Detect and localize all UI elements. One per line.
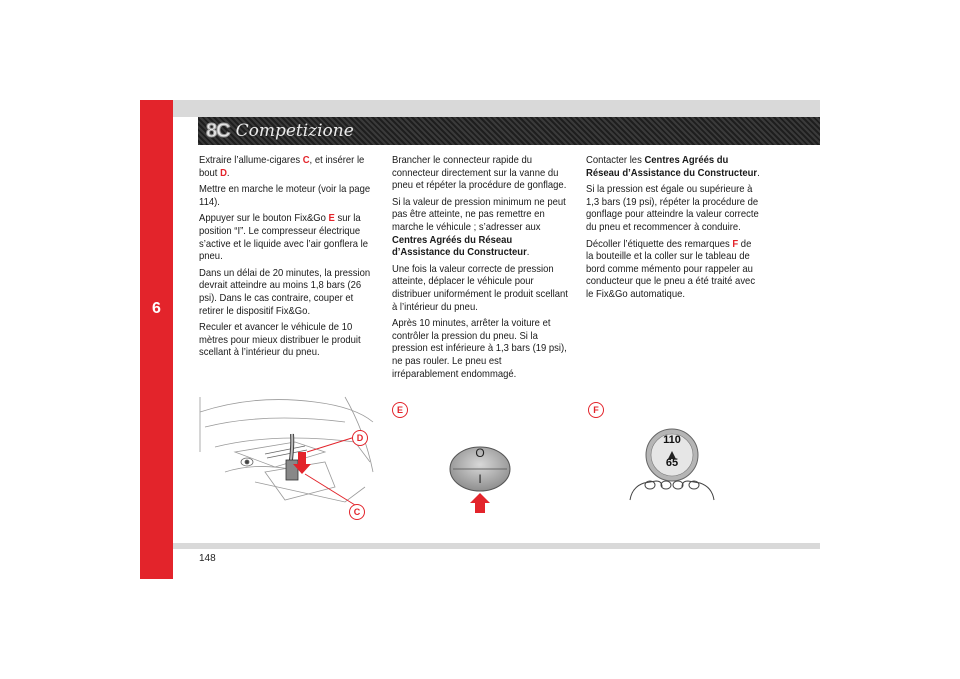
- paragraph: Une fois la valeur correcte de pression atteinte, déplacer le véhicule pour distribuer uniformément le produit scellant à l’intérieur du pneu.: [392, 263, 568, 313]
- paragraph: Si la pression est égale ou supérieure à 1,3 bars (19 psi), répéter la procédure de gonflage pour atteindre la valeur correcte du pneu et recommencer à conduire.: [586, 184, 759, 233]
- paragraph: Appuyer sur le bouton Fix&Go E sur la position “I”. Le compresseur électrique s’active et le liquide avec l’air gonflera le pneu.: [199, 213, 369, 263]
- paragraph: Brancher le connecteur rapide du connecteur directement sur la vanne du pneu et répéter la procédure de gonflage.: [392, 155, 567, 192]
- sticker-speed: 65: [665, 457, 679, 469]
- header-banner: [198, 117, 820, 145]
- text-column-3: [586, 155, 761, 306]
- logo-script: Competizione: [235, 121, 354, 141]
- bottom-bar: [173, 543, 820, 549]
- text-column-2: [392, 155, 570, 385]
- figure-label-d: D: [352, 430, 368, 446]
- chapter-number: 6: [152, 300, 161, 317]
- text-column-1: [199, 155, 374, 364]
- brand-logo: [206, 119, 354, 143]
- page-number: 148: [199, 553, 216, 564]
- logo-mark: 8C: [206, 119, 230, 142]
- button-position-off: O: [475, 446, 485, 460]
- chapter-side-strip: [140, 100, 173, 579]
- paragraph: Après 10 minutes, arrêter la voiture et contrôler la pression du pneu. Si la pression est inférieure à 1,3 bars (19 psi), ne pas rouler. Le pneu est irréparablement endommagé.: [392, 318, 567, 380]
- paragraph: Extraire l’allume-cigares C, et insérer le bout D.: [199, 155, 365, 179]
- top-bar: [173, 100, 820, 117]
- figure-label-f: F: [588, 402, 604, 418]
- figure-label-e: E: [392, 402, 408, 418]
- button-position-on: I: [478, 472, 482, 486]
- paragraph: Dans un délai de 20 minutes, la pression devrait atteindre au moins 1,8 bars (26 psi). Dans le cas contraire, couper et retirer le dispositif Fix&Go.: [199, 267, 371, 317]
- paragraph: Décoller l’étiquette des remarques F de la bouteille et la coller sur le tableau de bord comme mémento pour rappeler au conducteur que le pneu a été traité avec le Fix&Go automatique.: [586, 238, 756, 300]
- paragraph: Reculer et avancer le véhicule de 10 mètres pour mieux distribuer le produit scellant à l’intérieur du pneu.: [199, 322, 361, 359]
- paragraph: Si la valeur de pression minimum ne peut pas être atteinte, ne pas remettre en marche le véhicule ; s’adresser aux Centres Agréés du Réseau d’Assistance du Constructeur.: [392, 196, 566, 259]
- paragraph: Contacter les Centres Agréés du Réseau d’Assistance du Constructeur.: [586, 155, 760, 179]
- paragraph: Mettre en marche le moteur (voir la page 114).: [199, 184, 371, 208]
- figure-label-c: C: [349, 504, 365, 520]
- sticker-max-speed: 110: [663, 434, 681, 446]
